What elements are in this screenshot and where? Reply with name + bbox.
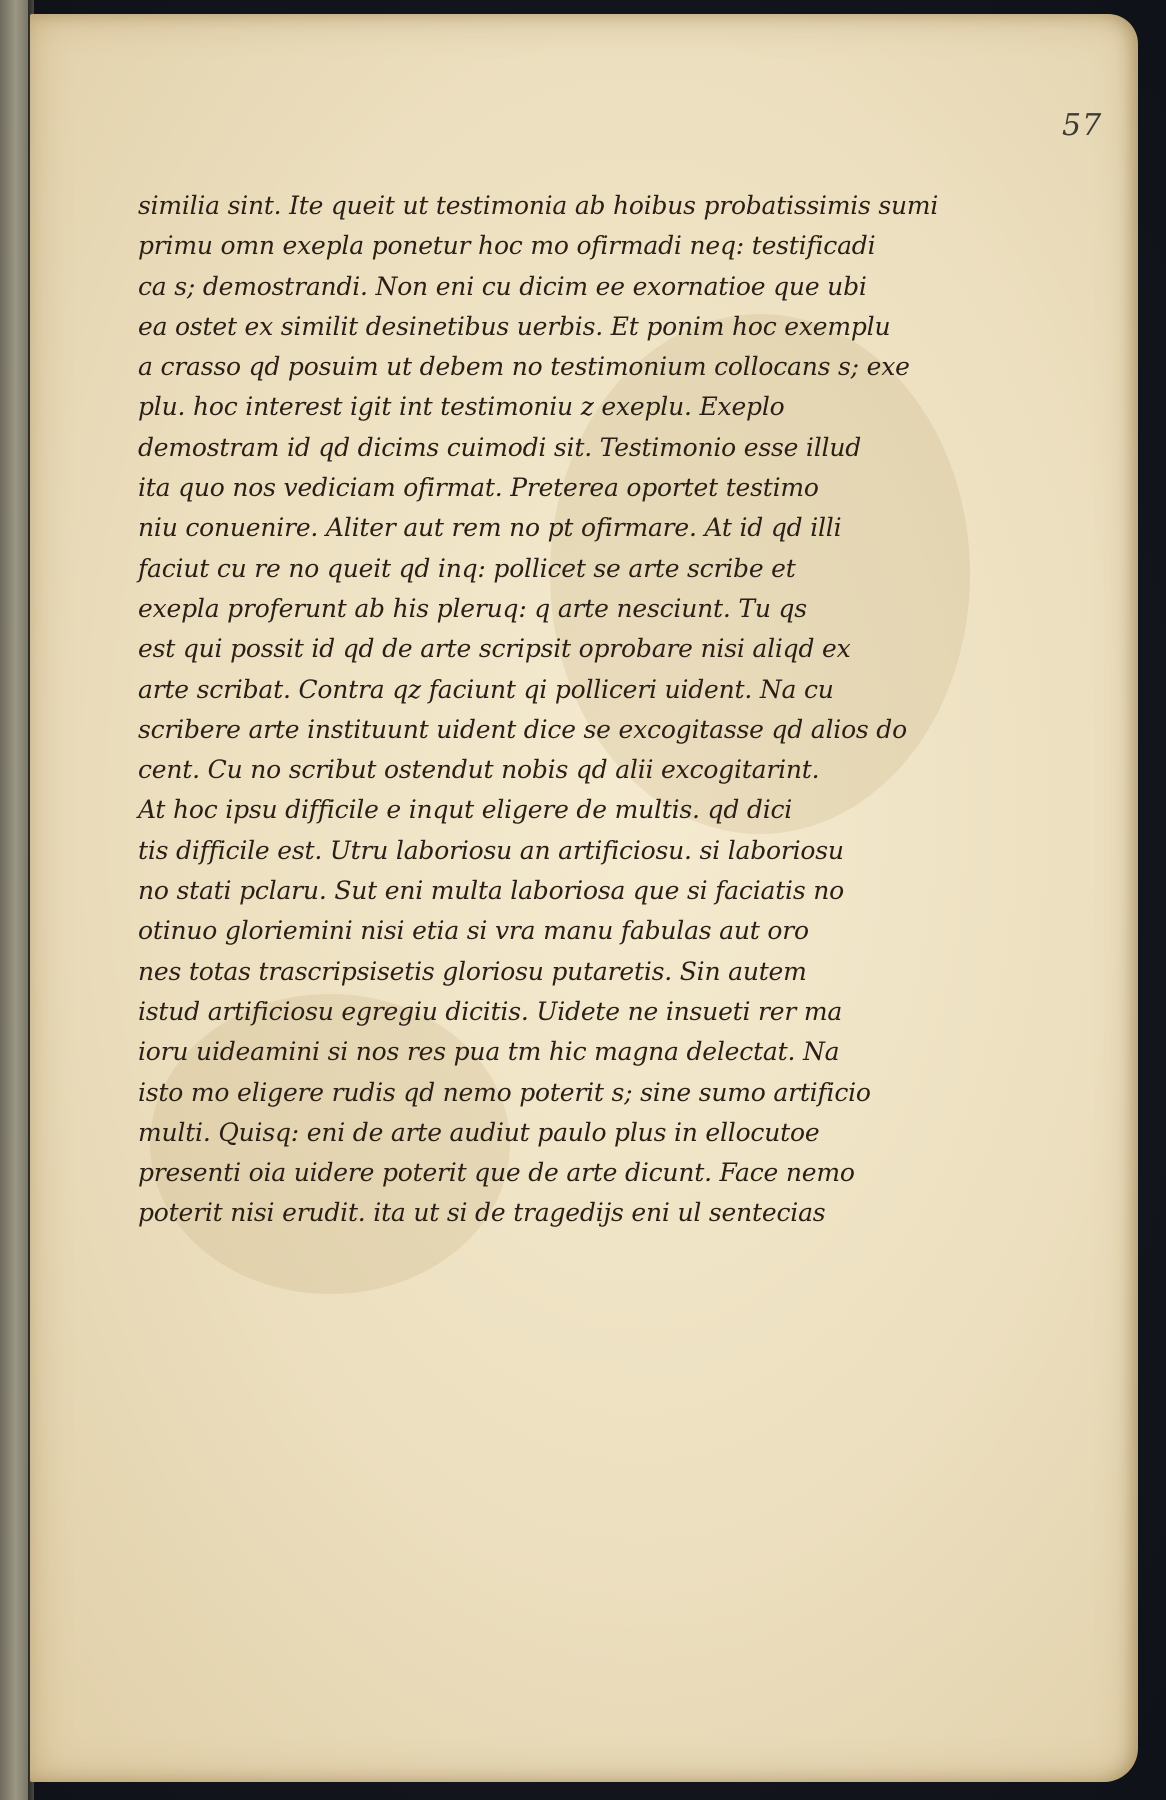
manuscript-line: arte scribat. Contra qz faciunt qi polliceri uident. Na cu <box>138 674 834 704</box>
manuscript-line: faciut cu re no queit qd inq: pollicet se arte scribe et <box>138 553 796 583</box>
manuscript-line: isto mo eligere rudis qd nemo poterit s; sine sumo artificio <box>138 1077 871 1107</box>
manuscript-line: scribere arte instituunt uident dice se excogitasse qd alios do <box>138 714 907 744</box>
manuscript-line: est qui possit id qd de arte scripsit oprobare nisi aliqd ex <box>138 634 851 664</box>
manuscript-line: nes totas trascripsisetis gloriosu putaretis. Sin autem <box>138 956 807 986</box>
manuscript-line: plu. hoc interest igit int testimoniu z exeplu. Exeplo <box>138 392 785 422</box>
manuscript-line: presenti oia uidere poterit que de arte dicunt. Face nemo <box>138 1158 855 1188</box>
text-column <box>138 186 939 1234</box>
manuscript-line: ca s; demostrandi. Non eni cu dicim ee exornatioe que ubi <box>138 271 867 301</box>
manuscript-line: poterit nisi erudit. ita ut si de tragedijs eni ul sentecias <box>138 1198 826 1228</box>
manuscript-line: a crasso qd posuim ut debem no testimonium collocans s; exe <box>138 352 910 382</box>
manuscript-line: no stati pclaru. Sut eni multa laboriosa que si faciatis no <box>138 876 844 906</box>
manuscript-line: istud artificiosu egregiu dicitis. Uidete ne insueti rer ma <box>138 996 843 1026</box>
previous-leaf-edge <box>0 0 30 1800</box>
manuscript-line: ea ostet ex similit desinetibus uerbis. Et ponim hoc exemplu <box>138 311 891 341</box>
manuscript-line: multi. Quisq: eni de arte audiut paulo plus in ellocutoe <box>138 1117 820 1147</box>
manuscript-line: At hoc ipsu difficile e inqut eligere de multis. qd dici <box>138 795 793 825</box>
manuscript-line: cent. Cu no scribut ostendut nobis qd alii excogitarint. <box>138 755 820 785</box>
folio-number: 57 <box>1062 108 1103 143</box>
manuscript-page <box>30 14 1138 1782</box>
manuscript-line: ita quo nos vediciam ofirmat. Preterea oportet testimo <box>138 473 819 503</box>
manuscript-line: tis difficile est. Utru laboriosu an artificiosu. si laboriosu <box>138 835 844 865</box>
manuscript-line: demostram id qd dicims cuimodi sit. Testimonio esse illud <box>138 432 862 462</box>
manuscript-line: similia sint. Ite queit ut testimonia ab hoibus probatissimis sumi <box>138 191 939 220</box>
manuscript-line: exepla proferunt ab his pleruq: q arte nesciunt. Tu qs <box>138 593 807 623</box>
manuscript-line: niu conuenire. Aliter aut rem no pt ofirmare. At id qd illi <box>138 513 842 543</box>
manuscript-line: otinuo gloriemini nisi etia si vra manu fabulas aut oro <box>138 916 809 946</box>
manuscript-line: primu omn exepla ponetur hoc mo ofirmadi neq: testificadi <box>138 231 876 261</box>
manuscript-line: ioru uideamini si nos res pua tm hic magna delectat. Na <box>138 1037 840 1067</box>
